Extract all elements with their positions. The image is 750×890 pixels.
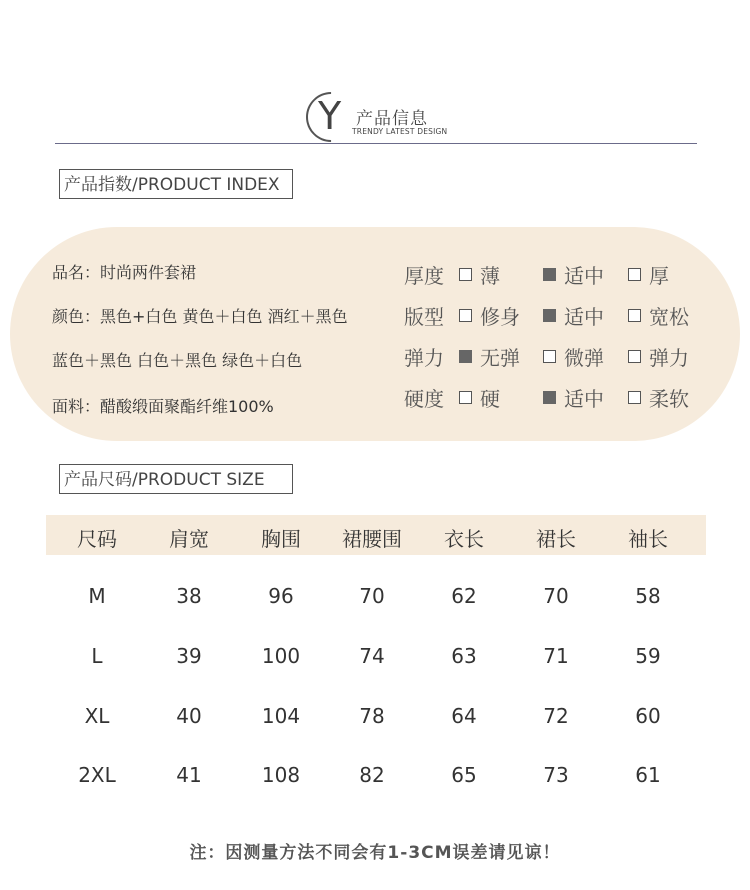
attribute-option [543,342,604,371]
attribute-option [459,383,500,412]
table-cell: 96 [268,584,294,608]
attribute-label: 版型 [404,305,444,329]
checked-box-icon [543,309,556,322]
table-cell: 74 [359,644,385,668]
table-cell: 72 [543,704,569,728]
attribute-label: 厚度 [404,264,444,288]
unchecked-box-icon [628,350,641,363]
table-cell: 38 [176,584,202,608]
table-header-cell: 袖长 [628,527,668,551]
table-row-size: L [91,644,103,668]
attribute-option-label: 薄 [480,264,500,288]
table-header-cell: 裙腰围 [342,527,402,551]
attribute-option-label: 适中 [564,305,604,329]
table-header-cell: 肩宽 [169,527,209,551]
checked-box-icon [459,350,472,363]
attribute-option [459,342,520,371]
table-cell: 71 [543,644,569,668]
table-cell: 104 [261,704,301,728]
unchecked-box-icon [459,268,472,281]
unchecked-box-icon [459,391,472,404]
table-header-cell: 胸围 [261,527,301,551]
table-cell: 64 [451,704,477,728]
attribute-row [404,260,724,288]
checked-box-icon [543,268,556,281]
section-title-size: 产品尺码/PRODUCT SIZE [59,464,293,494]
attribute-option-label: 适中 [564,264,604,288]
measurement-note: 注：因测量方法不同会有1-3CM误差请见谅！ [189,843,561,863]
table-cell: 73 [543,763,569,787]
attribute-option-label: 无弹 [480,346,520,370]
table-cell: 61 [635,763,661,787]
table-cell: 39 [176,644,202,668]
table-cell: 78 [359,704,385,728]
unchecked-box-icon [628,309,641,322]
table-cell: 108 [261,763,301,787]
table-cell: 40 [176,704,202,728]
table-cell: 63 [451,644,477,668]
attribute-option-label: 适中 [564,387,604,411]
attribute-option-label: 弹力 [649,346,689,370]
attribute-option-label: 硬 [480,387,500,411]
table-header-cell: 裙长 [536,527,576,551]
unchecked-box-icon [459,309,472,322]
logo-letter: Y [318,94,342,138]
attribute-option [543,260,604,289]
attribute-option [459,301,520,330]
attribute-option-label: 修身 [480,305,520,329]
unchecked-box-icon [628,268,641,281]
table-cell: 62 [451,584,477,608]
info-name: 品名：时尚两件套裙 [52,263,197,282]
attribute-row [404,301,724,329]
attribute-option-label: 柔软 [649,387,689,411]
attribute-option [628,383,689,412]
page-subtitle: TRENDY LATEST DESIGN [352,127,448,136]
table-row-size: XL [84,704,110,728]
attribute-label: 弹力 [404,346,444,370]
table-cell: 65 [451,763,477,787]
unchecked-box-icon [543,350,556,363]
table-cell: 82 [359,763,385,787]
table-row-size: M [88,584,106,608]
info-fabric: 面料：醋酸缎面聚酯纤维100% [52,397,274,416]
checked-box-icon [543,391,556,404]
table-cell: 100 [261,644,301,668]
info-colors: 颜色：黑色+白色 黄色＋白色 酒红＋黑色 [52,307,348,326]
attribute-option-label: 宽松 [649,305,689,329]
table-header-cell: 衣长 [444,527,484,551]
table-cell: 41 [176,763,202,787]
page-title: 产品信息 [356,109,428,129]
attribute-option-label: 厚 [649,264,669,288]
attribute-row [404,342,724,370]
header-divider [55,143,697,144]
attribute-row [404,383,724,411]
attribute-option [543,301,604,330]
table-row-size: 2XL [78,763,116,787]
section-title-index: 产品指数/PRODUCT INDEX [59,169,293,199]
table-cell: 70 [543,584,569,608]
attribute-option [628,301,689,330]
attribute-option-label: 微弹 [564,346,604,370]
attribute-option [543,383,604,412]
table-cell: 70 [359,584,385,608]
table-cell: 58 [635,584,661,608]
unchecked-box-icon [628,391,641,404]
table-cell: 60 [635,704,661,728]
attribute-label: 硬度 [404,387,444,411]
attribute-option [628,260,669,289]
info-colors-cont: 蓝色＋黑色 白色＋黑色 绿色＋白色 [52,351,303,370]
attribute-option [628,342,689,371]
table-header-cell: 尺码 [77,527,117,551]
table-cell: 59 [635,644,661,668]
attribute-option [459,260,500,289]
